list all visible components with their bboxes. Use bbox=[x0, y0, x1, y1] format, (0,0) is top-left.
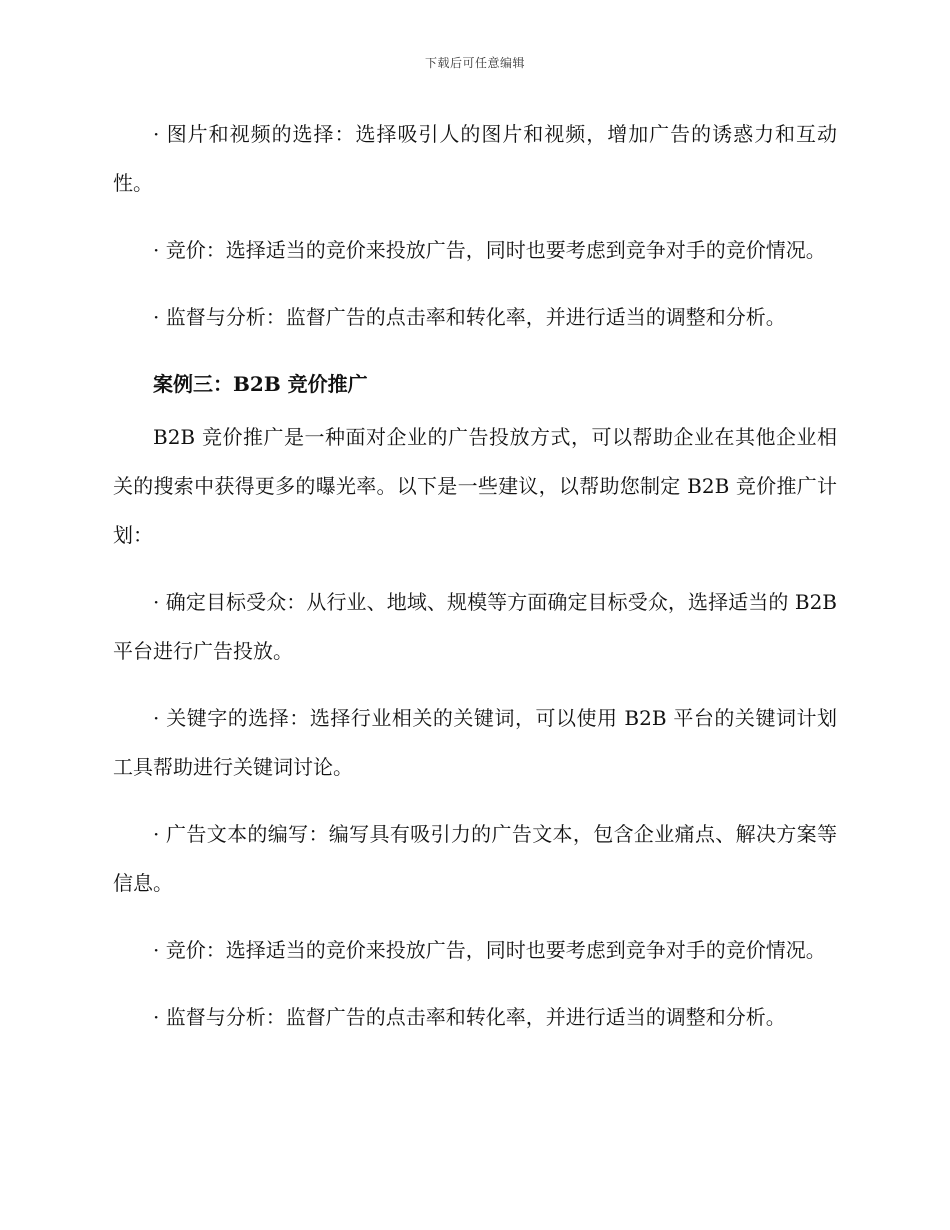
paragraph-keyword-selection: · 关键字的选择：选择行业相关的关键词，可以使用 B2B 平台的关键词计划工具帮助进行关键词讨论。 bbox=[113, 706, 837, 779]
paragraph-bidding-1: · 竞价：选择适当的竞价来投放广告，同时也要考虑到竞争对手的竞价情况。 bbox=[153, 238, 826, 262]
page-content bbox=[113, 110, 837, 1060]
paragraph-target-audience: · 确定目标受众：从行业、地域、规模等方面确定目标受众，选择适当的 B2B 平台进行广告投放。 bbox=[113, 590, 837, 663]
paragraph-b2b-intro: B2B 竞价推广是一种面对企业的广告投放方式，可以帮助企业在其他企业相关的搜索中获得更多的曝光率。以下是一些建议，以帮助您制定 B2B 竞价推广计划： bbox=[113, 425, 837, 547]
paragraph-ad-copywriting: · 广告文本的编写：编写具有吸引力的广告文本，包含企业痛点、解决方案等信息。 bbox=[113, 822, 837, 895]
paragraph-monitoring-2: · 监督与分析：监督广告的点击率和转化率，并进行适当的调整和分析。 bbox=[153, 1005, 786, 1029]
paragraph-image-video-selection: · 图片和视频的选择：选择吸引人的图片和视频，增加广告的诱惑力和互动性。 bbox=[113, 122, 837, 195]
page-header: 下载后可任意编辑 bbox=[424, 56, 525, 70]
paragraph-bidding-2: · 竞价：选择适当的竞价来投放广告，同时也要考虑到竞争对手的竞价情况。 bbox=[153, 938, 826, 962]
paragraph-monitoring-1: · 监督与分析：监督广告的点击率和转化率，并进行适当的调整和分析。 bbox=[153, 305, 786, 329]
section-heading-case-three: 案例三：B2B 竞价推广 bbox=[153, 372, 368, 396]
